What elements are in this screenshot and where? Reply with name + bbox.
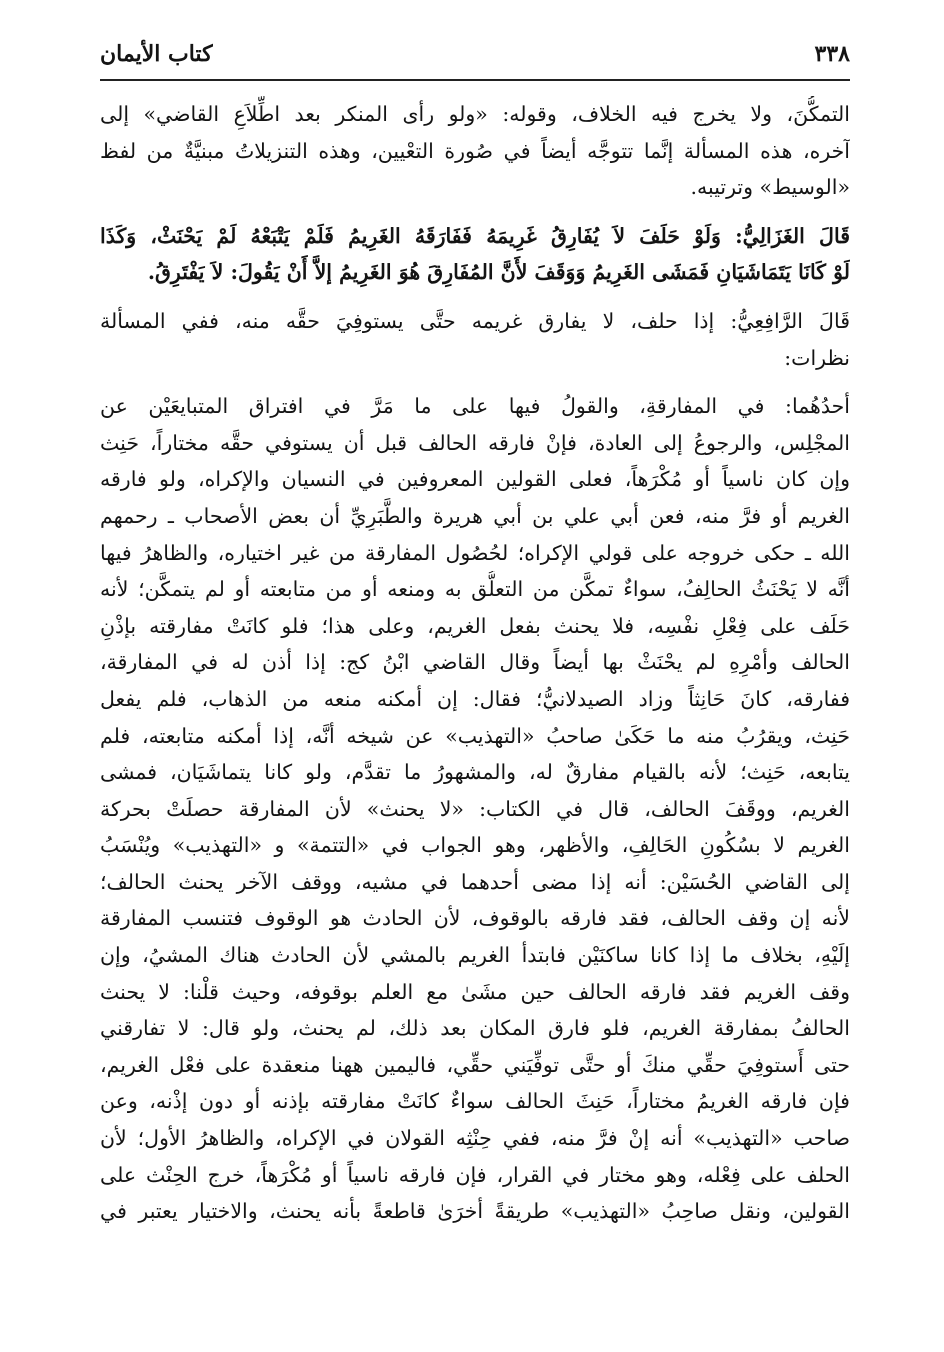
text-line: وقف الغريم فقد فارقه الحالف حين مشَىٰ مع العلم بوقوفه، وحيث قلْنا: لا يحنث	[100, 979, 850, 1004]
paragraph-ghazali	[100, 218, 850, 291]
paragraph-rafii	[100, 303, 850, 376]
text-line: فإن فارقه الغريمُ مختاراً، حَنِثَ الحالف سواءٌ كانَتْ مفارقته بإذنه أو دون إذْنه، وعن	[100, 1089, 850, 1114]
text-line: وإن كان ناسياً أو مُكْرَهاً، فعلى القولين المعروفين في النسيان والإكراه، ولو فارقه	[100, 467, 850, 492]
text-line: ففارقه، كانَ حَانِثاً وزاد الصيدلانيُّ؛ فقال: إن أمكنه منعه من الذهاب، فلم يفعل	[100, 686, 850, 711]
text-line: القولين، ونقل صاحِبُ «التهذيب» طريقةً أخرَىٰ قاطعةً بأنه يحنث، والاختيار يعتبر في	[100, 1199, 850, 1224]
text-line: نظرات:	[784, 345, 850, 370]
paragraph-first-view	[100, 388, 850, 1230]
text-line: الغريم أو فرَّ منه، فعن أبي علي بن أبي هريرة والطَّبَرِيِّ أن بعض الأصحاب ـ رحمهم	[100, 503, 850, 528]
text-line: لَوْ كَانَا يَتَمَاشَيَانِ فَمَشَى الغَرِيمُ وَوَقَفَ لأَنَّ المُفَارِقَ هُوَ الغَرِيمُ إلاَّ أَنْ يَقُولَ: لاَ يَفْتَرِقُ.	[147, 260, 850, 285]
text-line: الله ـ حكى خروجه على قولي الإكراه؛ لحُصُول المفارقة من غير اختياره، والظاهرُ فيها	[100, 540, 850, 565]
text-line: حتى أَستوفِيَ حقِّي منكَ أو حتَّى توفِّيَني حقِّي، فاليمين ههنا منعقدة على فعْل الغريم،	[100, 1052, 850, 1077]
text-line: يتابعه، حَنِث؛ لأنه بالقيام مفارقٌ له، والمشهورُ ما تقدَّم، ولو كانا يتماشَيَان، فمشى	[100, 760, 850, 785]
text-line: الغريم لا بسُكُونِ الحَالِفِ، والأظهر، وهو الجواب في «التتمة» و «التهذيب» ويُنْسَبُ	[100, 833, 850, 858]
text-line: التمكُّنَ، ولا يخرج فيه الخلاف، وقوله: «ولو رأى المنكر بعد اطِّلاَعِ القاضي» إلى	[100, 102, 850, 126]
text-line: قَالَ الغَزَالِيُّ: وَلَوْ حَلَفَ لاَ يُفَارِقُ غَرِيمَهُ فَفَارَقَهُ الغَرِيمُ فَلَمْ يَتْبَعْهُ لَمْ يَحْنَثْ، وَكَذَا	[100, 223, 850, 248]
text-line: «الوسيط» وترتيبه.	[690, 175, 850, 200]
text-line: الحالف وأمْرِهِ لم يحْنَثْ بها أيضاً وقال القاضي ابْنُ كج: إذا أذن له في المفارقة،	[100, 650, 850, 675]
text-line: الحلف على فِعْله، وهو مختار في القرار، فإن فارقه ناسياً أو مُكْرَهاً، خرج الحِنْث على	[100, 1162, 850, 1187]
text-line: أحدُهُما: في المفارقةِ، والقولُ فيها على ما مَرَّ في افتراق المتبايعَيْن عن	[100, 394, 850, 419]
text-line: إلَيْهِ، بخلاف ما إذا كانا ساكنَيْن فابتدأ الغريم بالمشي لأن الحادث هناك المشيُ، وإن	[100, 943, 850, 968]
page-header	[100, 34, 850, 74]
text-line: لأنه إن وقف الحالف، فقد فارقه بالوقوف، لأن الحادث هو الوقوف فتنسب المفارقة	[100, 906, 850, 931]
header-rule	[100, 79, 850, 81]
text-line: الغريم، ووقَفَ الحالف، قال في الكتاب: «لا يحنث» لأن المفارقة حصلَتْ بحركة	[100, 796, 850, 821]
page-number: ٣٣٨	[814, 41, 850, 67]
body-text	[100, 96, 850, 1230]
text-line: آخره، هذه المسألة إنَّما تتوجَّه أيضاً في صُورة التعْيين، وهذه التنزيلاتُ مبنيَّةٌ من لفظ	[100, 138, 850, 163]
text-line: إلى القاضي الحُسَيْن: أنه إذا مضى أحدهما في مشيه، ووقف الآخر يحنث الحالف؛	[100, 869, 850, 894]
text-line: حَنِث، ويقرُبُ منه ما حَكَىٰ صاحبُ «التهذيب» عن شيخه أنَّه، إذا أمكنه متابعته، فلم	[100, 723, 850, 748]
paragraph-commentary	[100, 96, 850, 206]
text-line: قَالَ الرَّافِعِيُّ: إذا حلف، لا يفارق غريمه حتَّى يستوفِيَ حقَّه منه، ففي المسألة	[100, 308, 850, 333]
text-line: المجْلِس، والرجوعُ إلى العادة، فإنْ فارقه الحالف قبل أن يستوفي حقَّه مختاراً، حَنِث	[100, 430, 850, 455]
text-line: حَلَف على فِعْلِ نفْسِه، فلا يحنث بفعل الغريم، وعلى هذا؛ فلو كانَتْ مفارقته بإذْنِ	[100, 613, 850, 638]
text-line: صاحب «التهذيب» أنه إنْ فرَّ منه، ففي حِنْثِه القولان في الإكراه، والظاهرُ الأول؛ لأن	[100, 1126, 850, 1151]
text-line: أنَّه لا يَحْنَثُ الحالِفُ، سواءٌ تمكَّن من التعلُّق به ومنعه أو من متابعته أو لم يتمكَّن؛ لأنه	[100, 577, 850, 602]
text-line: الحالفُ بمفارقة الغريم، فلو فارق المكان بعد ذلك، لم يحنث، ولو قال: لا تفارقني	[100, 1016, 850, 1041]
book-title: كتاب الأيمان	[100, 41, 213, 67]
